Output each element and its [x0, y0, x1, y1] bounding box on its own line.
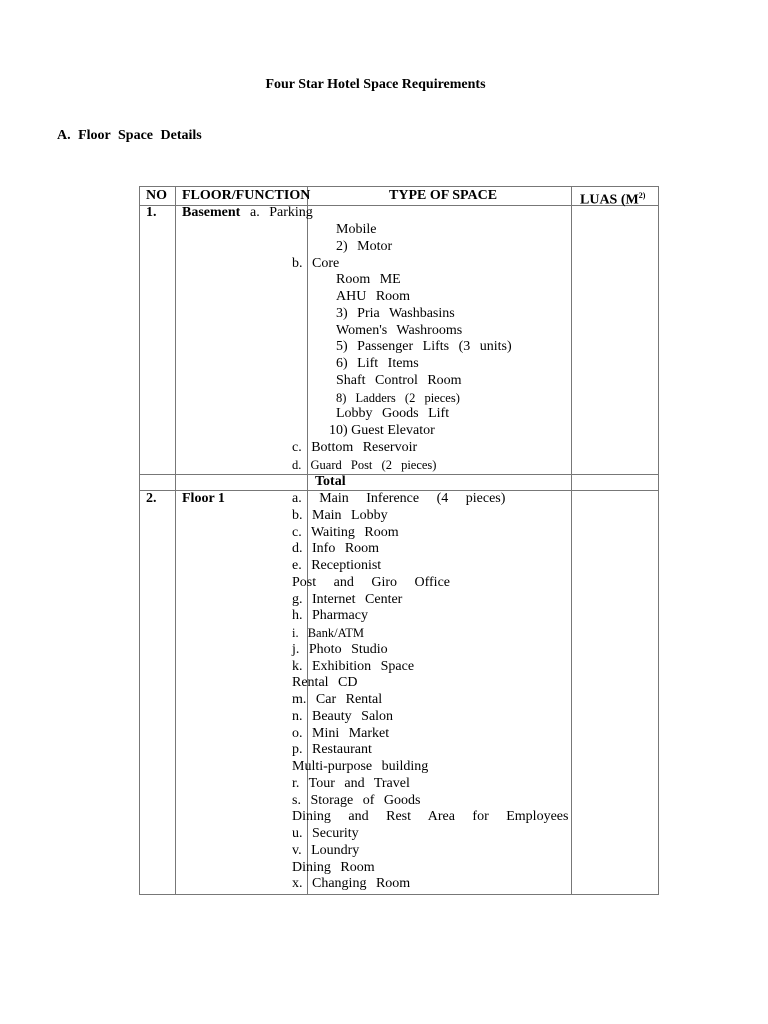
- header-type-of-space: TYPE OF SPACE: [389, 188, 498, 203]
- list-item: Lobby Goods Lift: [336, 406, 450, 421]
- header-luas: [580, 188, 645, 209]
- list-item: v. Loundry: [292, 843, 360, 858]
- list-item: h. Pharmacy: [292, 608, 368, 623]
- list-item: i. Bank/ATM: [292, 626, 364, 640]
- list-item: Room ME: [336, 272, 401, 287]
- list-item: s. Storage of Goods: [292, 793, 421, 808]
- list-item: Dining Room: [292, 860, 375, 875]
- list-item: c. Waiting Room: [292, 525, 399, 540]
- list-item: d. Info Room: [292, 541, 380, 556]
- list-item: a. Parking: [250, 205, 313, 220]
- floor-label-floor-1: Floor 1: [182, 491, 225, 506]
- list-item: g. Internet Center: [292, 592, 403, 607]
- header-luas-label: LUAS (M: [580, 192, 639, 208]
- list-item: Multi-purpose building: [292, 759, 429, 774]
- total-label: Total: [315, 474, 346, 489]
- list-item: Shaft Control Room: [336, 373, 462, 388]
- list-item: Mobile: [336, 222, 377, 237]
- list-item: 8) Ladders (2 pieces): [336, 391, 460, 405]
- list-item: Dining and Rest Area for Employees: [292, 809, 569, 824]
- list-item: a. Main Inference (4 pieces): [292, 491, 506, 506]
- list-item: r. Tour and Travel: [292, 776, 410, 791]
- list-item: 3) Pria Washbasins: [336, 306, 455, 321]
- list-item: 10) Guest Elevator: [329, 423, 435, 438]
- list-item: c. Bottom Reservoir: [292, 440, 418, 455]
- floor-label-basement: Basement: [182, 205, 241, 220]
- document-title: Four Star Hotel Space Requirements: [265, 77, 486, 92]
- list-item: Rental CD: [292, 675, 358, 690]
- list-item: b. Main Lobby: [292, 508, 388, 523]
- list-item: 2) Motor: [336, 239, 393, 254]
- column-divider: [571, 187, 572, 894]
- list-item: p. Restaurant: [292, 742, 372, 757]
- row-number-basement: 1.: [146, 205, 157, 220]
- row-divider: [140, 474, 658, 475]
- list-item: Post and Giro Office: [292, 575, 450, 590]
- row-number-floor-1: 2.: [146, 491, 157, 506]
- list-item: j. Photo Studio: [292, 642, 388, 657]
- list-item: o. Mini Market: [292, 726, 390, 741]
- list-item: n. Beauty Salon: [292, 709, 394, 724]
- list-item: d. Guard Post (2 pieces): [292, 458, 437, 472]
- list-item: b. Core: [292, 256, 340, 271]
- list-item: m. Car Rental: [292, 692, 383, 707]
- header-no: NO: [146, 188, 167, 203]
- header-luas-superscript: 2): [638, 191, 646, 200]
- header-floor-function: FLOOR/FUNCTION: [182, 188, 311, 203]
- list-item: k. Exhibition Space: [292, 659, 415, 674]
- column-divider: [175, 187, 176, 894]
- list-item: 5) Passenger Lifts (3 units): [336, 339, 512, 354]
- list-item: u. Security: [292, 826, 359, 841]
- space-requirements-table: [139, 186, 659, 895]
- list-item: Women's Washrooms: [336, 323, 463, 338]
- list-item: AHU Room: [336, 289, 411, 304]
- list-item: e. Receptionist: [292, 558, 382, 573]
- list-item: 6) Lift Items: [336, 356, 419, 371]
- section-heading: A. Floor Space Details: [57, 128, 202, 143]
- list-item: x. Changing Room: [292, 876, 411, 891]
